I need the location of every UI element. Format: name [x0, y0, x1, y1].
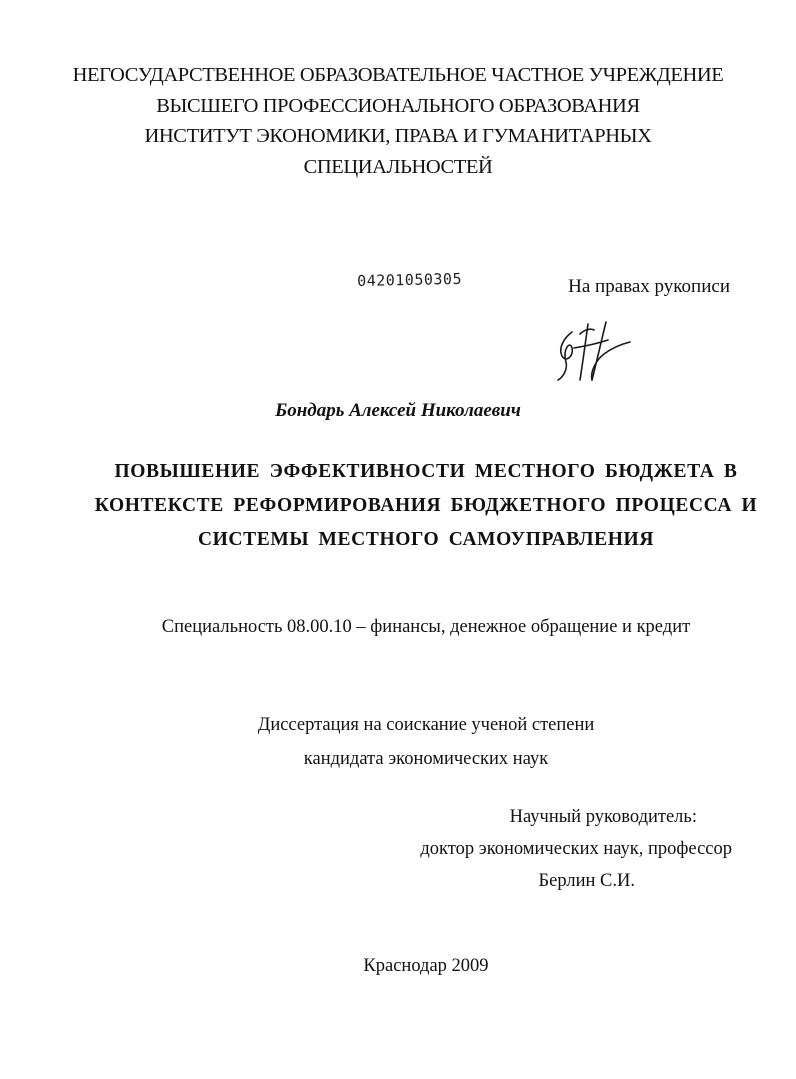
title-line: СИСТЕМЫ МЕСТНОГО САМОУПРАВЛЕНИЯ — [197, 529, 655, 550]
institution-line: ИНСТИТУТ ЭКОНОМИКИ, ПРАВА И ГУМАНИТАРНЫХ — [144, 125, 652, 147]
degree-line: кандидата экономических наук — [303, 749, 549, 769]
degree-statement — [0, 708, 796, 776]
rights-notice: На правах рукописи — [568, 276, 730, 297]
degree-line: Диссертация на соискание ученой степени — [257, 715, 595, 735]
city-year: Краснодар 2009 — [363, 956, 489, 976]
title-line: ПОВЫШЕНИЕ ЭФФЕКТИВНОСТИ МЕСТНОГО БЮДЖЕТА В — [114, 461, 738, 482]
handwritten-signature-icon — [550, 318, 634, 384]
institution-heading — [0, 60, 796, 182]
institution-line: НЕГОСУДАРСТВЕННОЕ ОБРАЗОВАТЕЛЬНОЕ ЧАСТНОЕ УЧРЕЖДЕНИЕ — [72, 64, 724, 86]
dissertation-title — [0, 455, 796, 557]
author-name: Бондарь Алексей Николаевич — [275, 400, 521, 421]
title-line: КОНТЕКСТЕ РЕФОРМИРОВАНИЯ БЮДЖЕТНОГО ПРОЦЕССА И — [94, 495, 758, 516]
supervisor-block — [420, 801, 732, 897]
supervisor-label: Научный руководитель: — [509, 807, 697, 827]
supervisor-name: Берлин С.И. — [538, 871, 635, 891]
registration-number: 04201050305 — [357, 269, 463, 290]
institution-line: ВЫСШЕГО ПРОФЕССИОНАЛЬНОГО ОБРАЗОВАНИЯ — [156, 94, 640, 117]
specialty-line: Специальность 08.00.10 – финансы, денежное обращение и кредит — [161, 617, 691, 637]
supervisor-degree: доктор экономических наук, профессор — [420, 839, 732, 859]
institution-line: СПЕЦИАЛЬНОСТЕЙ — [303, 155, 493, 178]
